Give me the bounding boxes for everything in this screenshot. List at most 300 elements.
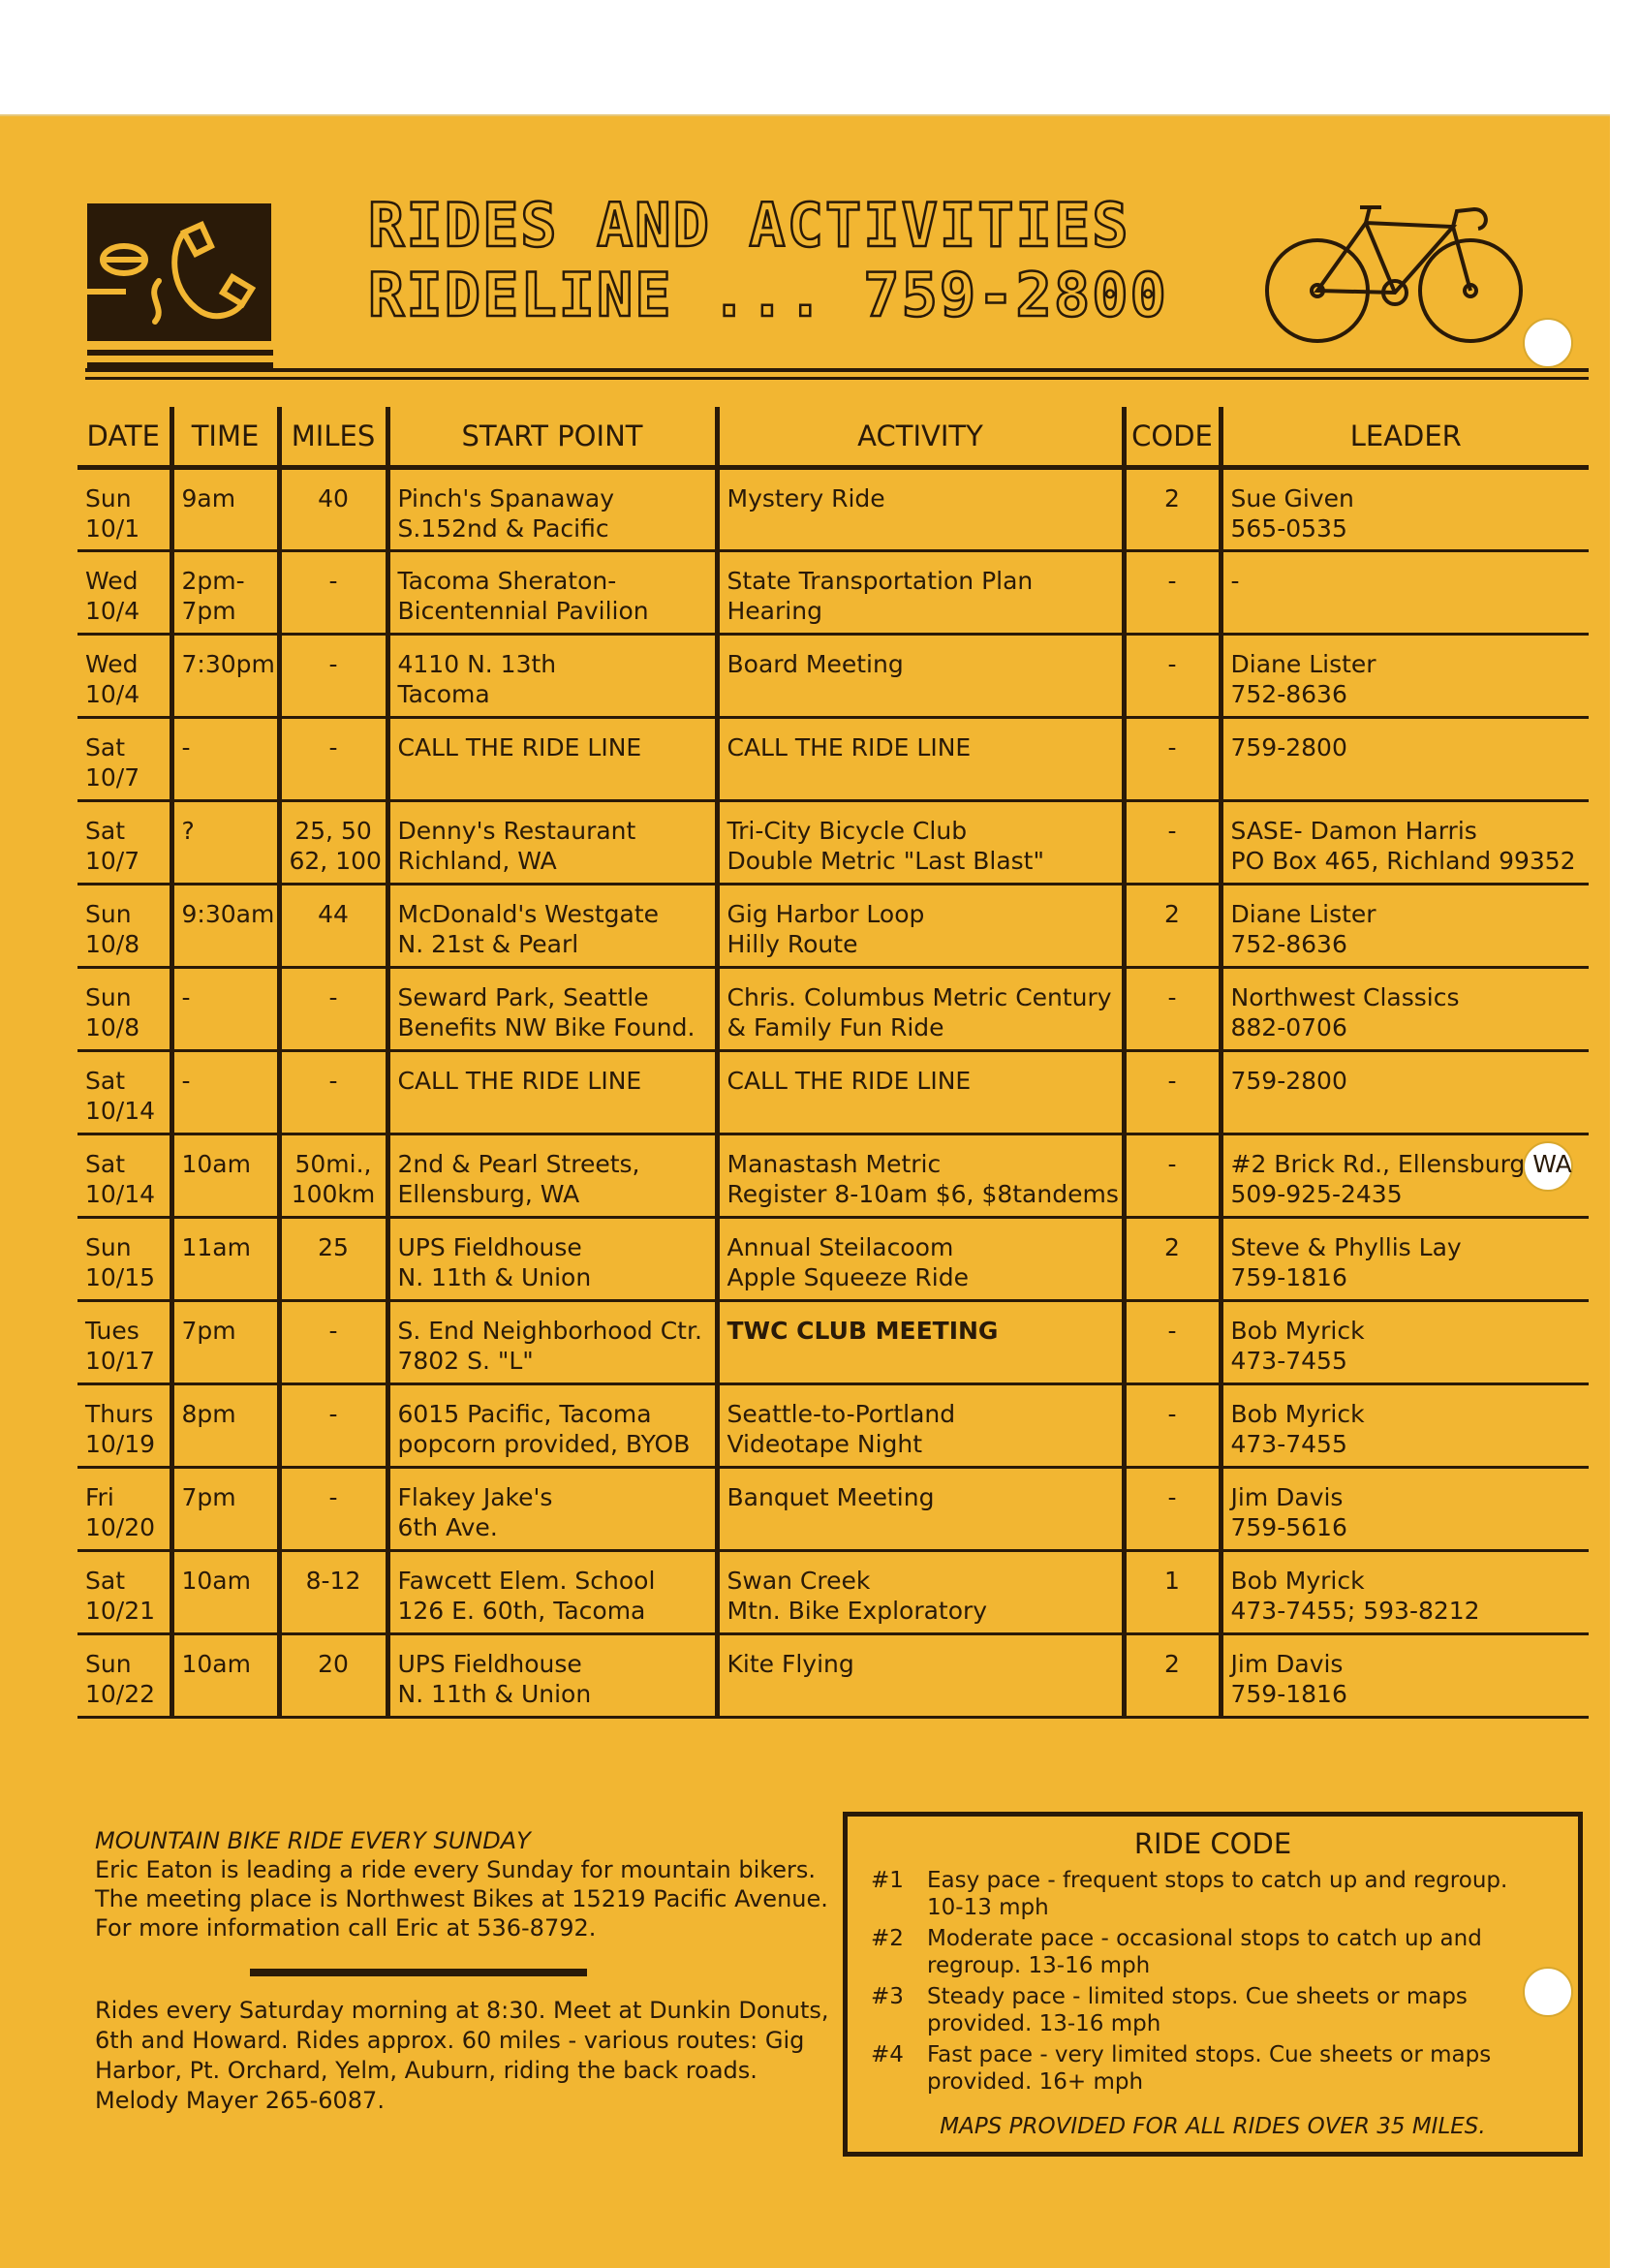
time-cell-line: 7pm — [181, 597, 236, 625]
start-point-cell-line: Fawcett Elem. School — [397, 1567, 656, 1595]
start-point-cell-line: Benefits NW Bike Found. — [397, 1013, 696, 1041]
activity-cell-line: Double Metric "Last Blast" — [727, 847, 1044, 875]
activity-cell — [717, 1551, 1124, 1634]
date-cell — [77, 718, 171, 801]
activity-cell-line: Chris. Columbus Metric Century — [727, 983, 1112, 1011]
miles-cell — [279, 718, 387, 801]
time-cell-line: 10am — [181, 1567, 251, 1595]
leader-cell-line: Jim Davis — [1230, 1650, 1344, 1678]
leader-cell — [1221, 551, 1589, 635]
ride-code-number: #2 — [871, 1926, 904, 1951]
date-cell — [77, 1051, 171, 1134]
miles-cell — [279, 1134, 387, 1218]
miles-cell — [279, 1468, 387, 1551]
table-row — [77, 1468, 1589, 1551]
activity-cell-line: Seattle-to-Portland — [727, 1400, 956, 1428]
notice-line: Melody Mayer 265-6087. — [95, 2087, 385, 2114]
miles-cell-line: 50mi., — [294, 1150, 372, 1178]
miles-cell — [279, 1218, 387, 1301]
ride-code-description — [927, 2041, 1555, 2096]
code-cell: - — [1124, 801, 1221, 885]
column-header-leader: LEADER — [1221, 407, 1589, 468]
date-cell-line: 10/21 — [85, 1597, 156, 1625]
ride-code-item — [871, 1925, 1555, 1979]
start-point-cell-line: Richland, WA — [397, 847, 557, 875]
leader-cell-line: 752-8636 — [1230, 680, 1347, 708]
start-point-cell — [387, 1551, 717, 1634]
bicycle-icon — [1259, 184, 1531, 349]
ride-code-legend — [843, 1812, 1583, 2157]
leader-cell — [1221, 718, 1589, 801]
start-point-cell — [387, 635, 717, 718]
date-cell-line: Sun — [85, 1650, 132, 1678]
leader-cell-line: Bob Myrick — [1230, 1317, 1365, 1345]
activity-cell-line: Mystery Ride — [727, 484, 885, 513]
ride-code-line: regroup. 13-16 mph — [927, 1953, 1151, 1978]
code-cell: - — [1124, 551, 1221, 635]
leader-cell-line: Northwest Classics — [1230, 983, 1460, 1011]
start-point-cell-line: 2nd & Pearl Streets, — [397, 1150, 640, 1178]
telephone-icon — [87, 203, 271, 341]
leader-cell — [1221, 635, 1589, 718]
leader-cell — [1221, 1301, 1589, 1384]
activity-cell — [717, 718, 1124, 801]
miles-cell-line: 40 — [318, 484, 349, 513]
start-point-cell-line: Tacoma Sheraton- — [397, 567, 617, 595]
leader-cell-line: 473-7455; 593-8212 — [1230, 1597, 1480, 1625]
start-point-cell-line: popcorn provided, BYOB — [397, 1430, 691, 1458]
time-cell — [171, 1468, 279, 1551]
start-point-cell-line: 6th Ave. — [397, 1513, 498, 1541]
ride-code-description — [927, 1925, 1555, 1979]
table-row — [77, 718, 1589, 801]
table-row — [77, 1134, 1589, 1218]
activity-cell-line: Mtn. Bike Exploratory — [727, 1597, 988, 1625]
start-point-cell — [387, 801, 717, 885]
header-rule — [85, 368, 1589, 372]
ride-code-title: RIDE CODE — [1133, 1827, 1292, 1860]
start-point-cell-line: CALL THE RIDE LINE — [397, 1067, 642, 1095]
code-cell: - — [1124, 1384, 1221, 1468]
date-cell-line: Sat — [85, 817, 125, 845]
date-cell-line: Sat — [85, 1067, 125, 1095]
start-point-cell — [387, 968, 717, 1051]
leader-cell-line: 509-925-2435 — [1230, 1180, 1403, 1208]
leader-cell-line: Sue Given — [1230, 484, 1354, 513]
date-cell-line: Sun — [85, 983, 132, 1011]
leader-cell — [1221, 1551, 1589, 1634]
activity-cell — [717, 801, 1124, 885]
start-point-cell-line: S. End Neighborhood Ctr. — [397, 1317, 702, 1345]
date-cell-line: 10/7 — [85, 763, 140, 792]
start-point-cell-line: UPS Fieldhouse — [397, 1233, 582, 1261]
logo-underline — [87, 343, 273, 368]
activity-cell-line: Manastash Metric — [727, 1150, 942, 1178]
time-cell — [171, 1634, 279, 1718]
table-row — [77, 885, 1589, 968]
time-cell-line: 7:30pm — [181, 650, 275, 678]
date-cell — [77, 635, 171, 718]
time-cell-line: 10am — [181, 1150, 251, 1178]
code-cell: 2 — [1124, 468, 1221, 551]
miles-cell-line: - — [328, 1317, 338, 1345]
date-cell-line: 10/14 — [85, 1180, 156, 1208]
table-row — [77, 1551, 1589, 1634]
maps-note: MAPS PROVIDED FOR ALL RIDES OVER 35 MILES. — [940, 2114, 1486, 2139]
time-cell — [171, 885, 279, 968]
start-point-cell-line: 7802 S. "L" — [397, 1347, 534, 1375]
date-cell-line: 10/4 — [85, 597, 140, 625]
activity-cell-line: Tri-City Bicycle Club — [727, 817, 968, 845]
leader-cell-line: 759-5616 — [1230, 1513, 1347, 1541]
time-cell — [171, 718, 279, 801]
date-cell-line: 10/15 — [85, 1263, 156, 1291]
date-cell-line: 10/8 — [85, 1013, 140, 1041]
time-cell-line: 7pm — [181, 1317, 236, 1345]
date-cell-line: 10/14 — [85, 1097, 156, 1125]
date-cell-line: 10/8 — [85, 930, 140, 958]
activity-cell — [717, 551, 1124, 635]
notice-line: Harbor, Pt. Orchard, Yelm, Auburn, riding the back roads. — [95, 2057, 758, 2084]
time-cell — [171, 801, 279, 885]
leader-cell-line: Steve & Phyllis Lay — [1230, 1233, 1462, 1261]
miles-cell — [279, 1634, 387, 1718]
start-point-cell-line: McDonald's Westgate — [397, 900, 660, 928]
start-point-cell — [387, 468, 717, 551]
miles-cell-line: - — [328, 567, 338, 595]
miles-cell-line: 25, 50 — [294, 817, 372, 845]
date-cell-line: Tues — [85, 1317, 139, 1345]
activity-cell — [717, 635, 1124, 718]
section-divider — [250, 1969, 587, 1976]
activity-cell-line: TWC CLUB MEETING — [727, 1317, 999, 1345]
time-cell-line: - — [181, 1067, 191, 1095]
leader-cell — [1221, 468, 1589, 551]
activity-cell-line: Videotape Night — [727, 1430, 923, 1458]
code-cell: 2 — [1124, 885, 1221, 968]
start-point-cell-line: Bicentennial Pavilion — [397, 597, 649, 625]
code-cell: 2 — [1124, 1634, 1221, 1718]
notice-line: Eric Eaton is leading a ride every Sunday for mountain bikers. — [95, 1856, 817, 1883]
date-cell-line: 10/19 — [85, 1430, 156, 1458]
activity-cell — [717, 968, 1124, 1051]
start-point-cell-line: Seward Park, Seattle — [397, 983, 649, 1011]
ride-code-line: Fast pace - very limited stops. Cue sheets or maps — [927, 2042, 1492, 2067]
code-cell: 2 — [1124, 1218, 1221, 1301]
header-rule — [85, 377, 1589, 380]
column-header-start-point: START POINT — [387, 407, 717, 468]
start-point-cell-line: Denny's Restaurant — [397, 817, 636, 845]
start-point-cell-line: Tacoma — [397, 680, 490, 708]
ride-code-line: Steady pace - limited stops. Cue sheets or maps — [927, 1984, 1468, 2009]
table-row — [77, 801, 1589, 885]
start-point-cell-line: N. 11th & Union — [397, 1680, 592, 1708]
date-cell-line: Fri — [85, 1483, 114, 1511]
leader-cell-line: 759-2800 — [1230, 733, 1347, 761]
miles-cell-line: - — [328, 1483, 338, 1511]
code-cell: - — [1124, 1051, 1221, 1134]
miles-cell-line: 20 — [318, 1650, 349, 1678]
start-point-cell — [387, 1218, 717, 1301]
leader-cell — [1221, 1384, 1589, 1468]
activity-cell — [717, 1218, 1124, 1301]
miles-cell-line: 8-12 — [305, 1567, 361, 1595]
date-cell — [77, 1468, 171, 1551]
ride-code-number: #4 — [871, 2042, 904, 2067]
leader-cell-line: 759-1816 — [1230, 1680, 1347, 1708]
date-cell-line: Sun — [85, 484, 132, 513]
code-cell: - — [1124, 1134, 1221, 1218]
date-cell — [77, 1634, 171, 1718]
ride-code-number: #3 — [871, 1984, 904, 2009]
ride-code-line: Easy pace - frequent stops to catch up and regroup. — [927, 1868, 1508, 1893]
time-cell — [171, 468, 279, 551]
time-cell — [171, 1218, 279, 1301]
activity-cell-line: CALL THE RIDE LINE — [727, 1067, 972, 1095]
activity-cell-line: Banquet Meeting — [727, 1483, 935, 1511]
activity-cell — [717, 1051, 1124, 1134]
schedule-table — [77, 407, 1589, 1719]
table-row — [77, 1634, 1589, 1718]
time-cell-line: 2pm- — [181, 567, 245, 595]
leader-cell-line: SASE- Damon Harris — [1230, 817, 1477, 845]
miles-cell-line: 100km — [291, 1180, 376, 1208]
date-cell-line: 10/17 — [85, 1347, 156, 1375]
time-cell — [171, 551, 279, 635]
start-point-cell-line: N. 11th & Union — [397, 1263, 592, 1291]
ride-code-line: provided. 13-16 mph — [927, 2011, 1161, 2036]
ride-code-description — [927, 1867, 1555, 1921]
date-cell-line: Wed — [85, 650, 139, 678]
time-cell-line: - — [181, 733, 191, 761]
leader-cell-line: #2 Brick Rd., Ellensburg WA — [1230, 1150, 1572, 1178]
date-cell-line: Sun — [85, 1233, 132, 1261]
leader-cell-line: Jim Davis — [1230, 1483, 1344, 1511]
miles-cell — [279, 801, 387, 885]
leader-cell — [1221, 1051, 1589, 1134]
table-body — [77, 468, 1589, 1718]
page-title: RIDES AND ACTIVITIES — [368, 190, 1130, 261]
column-header-miles: MILES — [279, 407, 387, 468]
code-cell: - — [1124, 968, 1221, 1051]
ride-code-item — [871, 1983, 1555, 2037]
leader-cell — [1221, 885, 1589, 968]
table-row — [77, 551, 1589, 635]
date-cell — [77, 1134, 171, 1218]
time-cell-line: 11am — [181, 1233, 251, 1261]
activity-cell — [717, 1384, 1124, 1468]
date-cell — [77, 1218, 171, 1301]
date-cell-line: Sat — [85, 733, 125, 761]
activity-cell-line: Gig Harbor Loop — [727, 900, 925, 928]
column-header-time: TIME — [171, 407, 279, 468]
time-cell — [171, 1051, 279, 1134]
leader-cell-line: Diane Lister — [1230, 900, 1376, 928]
leader-cell — [1221, 1468, 1589, 1551]
code-cell: - — [1124, 635, 1221, 718]
start-point-cell-line: S.152nd & Pacific — [397, 514, 609, 543]
start-point-cell-line: UPS Fieldhouse — [397, 1650, 582, 1678]
miles-cell-line: - — [328, 1067, 338, 1095]
date-cell-line: Sun — [85, 900, 132, 928]
column-header-activity: ACTIVITY — [717, 407, 1124, 468]
ride-code-line: 10-13 mph — [927, 1895, 1049, 1920]
leader-cell-line: 565-0535 — [1230, 514, 1347, 543]
miles-cell-line: - — [328, 983, 338, 1011]
saturday-rides-notice — [95, 1996, 850, 2116]
time-cell — [171, 1301, 279, 1384]
table-row — [77, 1384, 1589, 1468]
date-cell-line: 10/7 — [85, 847, 140, 875]
ride-code-number: #1 — [871, 1868, 904, 1893]
start-point-cell — [387, 885, 717, 968]
start-point-cell-line: 126 E. 60th, Tacoma — [397, 1597, 646, 1625]
activity-cell-line: & Family Fun Ride — [727, 1013, 944, 1041]
start-point-cell — [387, 718, 717, 801]
leader-cell — [1221, 968, 1589, 1051]
activity-cell-line: Register 8-10am $6, $8tandems — [727, 1180, 1119, 1208]
start-point-cell — [387, 1051, 717, 1134]
ride-code-item — [871, 2041, 1555, 2096]
leader-cell — [1221, 1634, 1589, 1718]
leader-cell — [1221, 1218, 1589, 1301]
start-point-cell — [387, 1134, 717, 1218]
table-row — [77, 1218, 1589, 1301]
mountain-bike-notice — [95, 1826, 841, 1942]
mountain-bike-heading: MOUNTAIN BIKE RIDE EVERY SUNDAY — [95, 1827, 531, 1854]
date-cell-line: 10/1 — [85, 514, 140, 543]
miles-cell — [279, 885, 387, 968]
start-point-cell-line: N. 21st & Pearl — [397, 930, 579, 958]
column-header-code: CODE — [1124, 407, 1221, 468]
time-cell-line: ? — [181, 817, 195, 845]
date-cell-line: Sat — [85, 1567, 125, 1595]
time-cell-line: 9:30am — [181, 900, 275, 928]
code-cell: - — [1124, 718, 1221, 801]
activity-cell — [717, 1468, 1124, 1551]
leader-cell-line: 882-0706 — [1230, 1013, 1347, 1041]
miles-cell-line: - — [328, 650, 338, 678]
start-point-cell-line: 4110 N. 13th — [397, 650, 557, 678]
leader-cell-line: PO Box 465, Richland 99352 — [1230, 847, 1576, 875]
date-cell-line: Sat — [85, 1150, 125, 1178]
time-cell — [171, 635, 279, 718]
time-cell — [171, 1551, 279, 1634]
activity-cell-line: Board Meeting — [727, 650, 904, 678]
miles-cell — [279, 968, 387, 1051]
date-cell-line: Thurs — [85, 1400, 154, 1428]
activity-cell-line: CALL THE RIDE LINE — [727, 733, 972, 761]
miles-cell — [279, 551, 387, 635]
activity-cell-line: Hearing — [727, 597, 822, 625]
table-row — [77, 635, 1589, 718]
ride-code-line: provided. 16+ mph — [927, 2069, 1144, 2095]
leader-cell-line: 752-8636 — [1230, 930, 1347, 958]
notice-line: Rides every Saturday morning at 8:30. Meet at Dunkin Donuts, — [95, 1997, 829, 2024]
activity-cell-line: State Transportation Plan — [727, 567, 1034, 595]
start-point-cell-line: CALL THE RIDE LINE — [397, 733, 642, 761]
code-cell: 1 — [1124, 1551, 1221, 1634]
time-cell — [171, 1134, 279, 1218]
date-cell — [77, 468, 171, 551]
start-point-cell-line: 6015 Pacific, Tacoma — [397, 1400, 652, 1428]
date-cell-line: 10/22 — [85, 1680, 156, 1708]
start-point-cell — [387, 551, 717, 635]
miles-cell-line: 62, 100 — [289, 847, 382, 875]
notice-line: The meeting place is Northwest Bikes at 15219 Pacific Avenue. — [95, 1885, 828, 1912]
miles-cell — [279, 468, 387, 551]
start-point-cell-line: Flakey Jake's — [397, 1483, 553, 1511]
table-row — [77, 1051, 1589, 1134]
start-point-cell-line: Pinch's Spanaway — [397, 484, 615, 513]
start-point-cell — [387, 1301, 717, 1384]
activity-cell-line: Hilly Route — [727, 930, 858, 958]
date-cell — [77, 968, 171, 1051]
miles-cell-line: - — [328, 733, 338, 761]
start-point-cell-line: Ellensburg, WA — [397, 1180, 580, 1208]
activity-cell — [717, 1134, 1124, 1218]
date-cell-line: Wed — [85, 567, 139, 595]
activity-cell-line: Annual Steilacoom — [727, 1233, 954, 1261]
rideline-title: RIDELINE ... 759-2800 — [368, 260, 1168, 330]
activity-cell — [717, 885, 1124, 968]
code-cell: - — [1124, 1301, 1221, 1384]
time-cell-line: - — [181, 983, 191, 1011]
time-cell-line: 9am — [181, 484, 236, 513]
miles-cell — [279, 1384, 387, 1468]
date-cell-line: 10/4 — [85, 680, 140, 708]
leader-cell — [1221, 1134, 1589, 1218]
date-cell — [77, 801, 171, 885]
miles-cell — [279, 1051, 387, 1134]
notice-line: 6th and Howard. Rides approx. 60 miles - various routes: Gig — [95, 2027, 805, 2054]
table-header-row — [77, 407, 1589, 468]
table-row — [77, 1301, 1589, 1384]
leader-cell-line: Bob Myrick — [1230, 1567, 1365, 1595]
leader-cell — [1221, 801, 1589, 885]
leader-cell-line: Diane Lister — [1230, 650, 1376, 678]
ride-code-item — [871, 1867, 1555, 1921]
date-cell-line: 10/20 — [85, 1513, 156, 1541]
start-point-cell — [387, 1634, 717, 1718]
code-cell: - — [1124, 1468, 1221, 1551]
time-cell — [171, 1384, 279, 1468]
leader-cell-line: - — [1230, 567, 1240, 595]
time-cell-line: 8pm — [181, 1400, 236, 1428]
leader-cell-line: 473-7455 — [1230, 1430, 1347, 1458]
miles-cell-line: 25 — [318, 1233, 349, 1261]
activity-cell-line: Apple Squeeze Ride — [727, 1263, 969, 1291]
activity-cell — [717, 1634, 1124, 1718]
miles-cell — [279, 635, 387, 718]
activity-cell — [717, 1301, 1124, 1384]
date-cell — [77, 885, 171, 968]
start-point-cell — [387, 1468, 717, 1551]
miles-cell — [279, 1551, 387, 1634]
table-row — [77, 468, 1589, 551]
leader-cell-line: 759-1816 — [1230, 1263, 1347, 1291]
ride-code-line: Moderate pace - occasional stops to catch up and — [927, 1926, 1482, 1951]
activity-cell-line: Swan Creek — [727, 1567, 871, 1595]
miles-cell — [279, 1301, 387, 1384]
column-header-date: DATE — [77, 407, 171, 468]
time-cell — [171, 968, 279, 1051]
leader-cell-line: 759-2800 — [1230, 1067, 1347, 1095]
miles-cell-line: - — [328, 1400, 338, 1428]
time-cell-line: 10am — [181, 1650, 251, 1678]
leader-cell-line: 473-7455 — [1230, 1347, 1347, 1375]
leader-cell-line: Bob Myrick — [1230, 1400, 1365, 1428]
